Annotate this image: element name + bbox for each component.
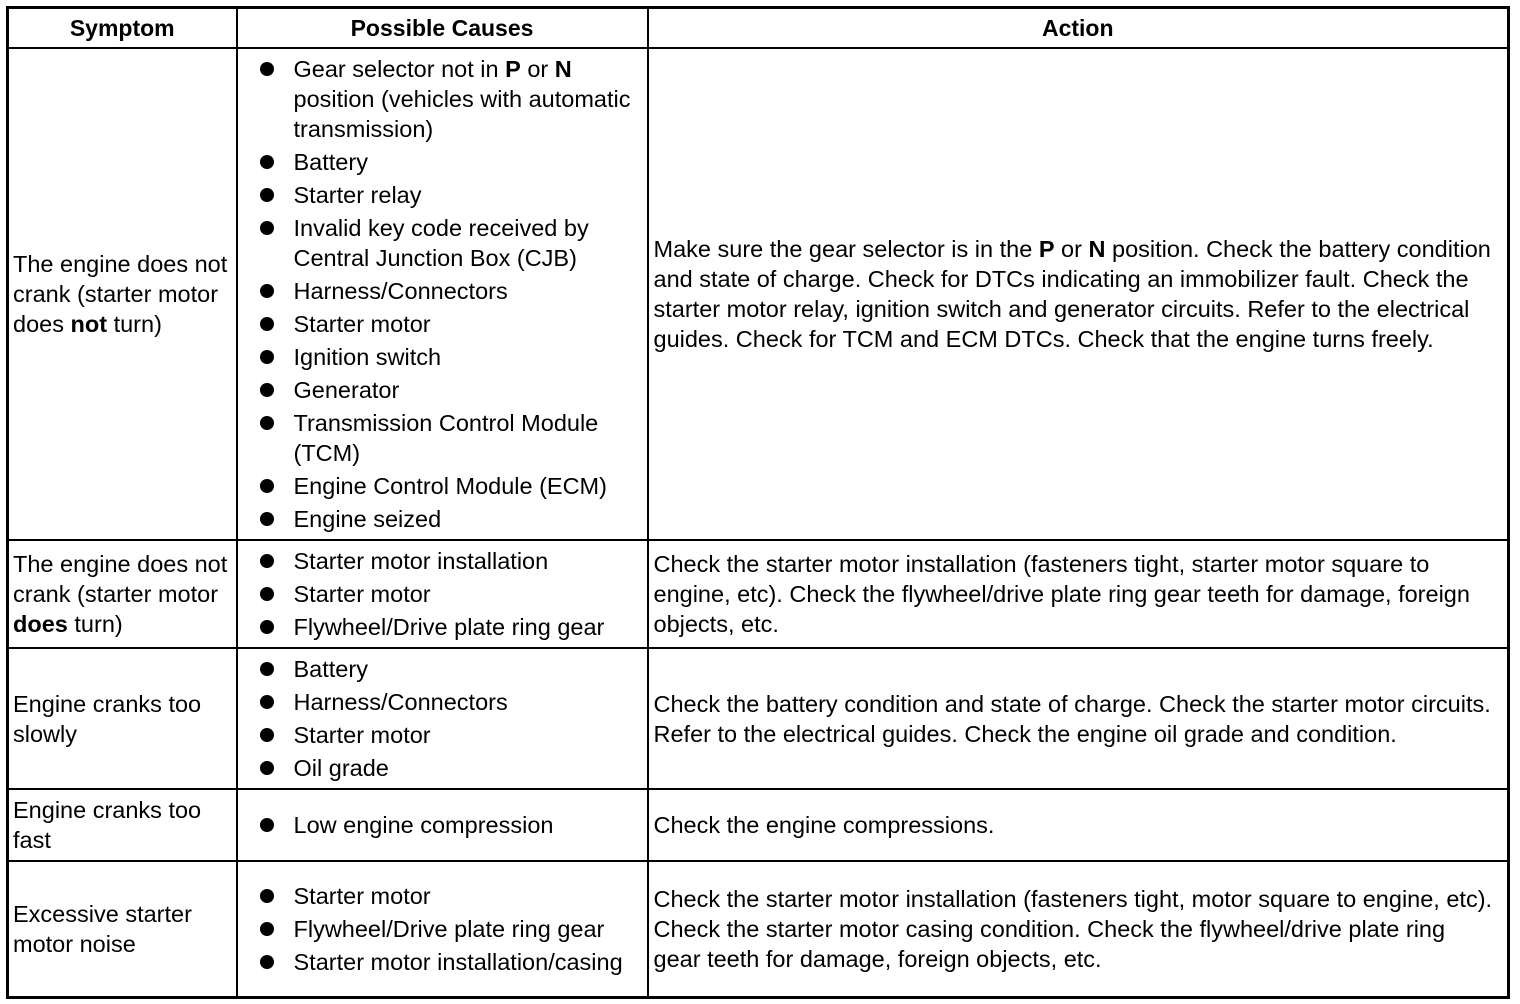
bullet-icon xyxy=(260,479,274,493)
action-cell: Check the starter motor installation (fasteners tight, motor square to engine, etc). Check the starter motor casing condition. Check the flywheel/drive plate ring gear teeth for damage, foreign objects, etc. xyxy=(648,861,1509,997)
symptom-cell: The engine does not crank (starter motor does not turn) xyxy=(8,48,237,540)
list-item: Engine Control Module (ECM) xyxy=(260,471,641,501)
bullet-icon xyxy=(260,62,274,76)
symptom-cell: Engine cranks too fast xyxy=(8,789,237,861)
bullet-icon xyxy=(260,620,274,634)
causes-list xyxy=(260,654,641,783)
bullet-icon xyxy=(260,554,274,568)
bullet-icon xyxy=(260,188,274,202)
causes-cell xyxy=(237,861,648,997)
action-cell: Check the starter motor installation (fasteners tight, starter motor square to engine, etc). Check the flywheel/drive plate ring gear teeth for damage, foreign objects, etc. xyxy=(648,540,1509,648)
list-item: Harness/Connectors xyxy=(260,276,641,306)
list-item: Invalid key code received by Central Junction Box (CJB) xyxy=(260,213,641,273)
list-item: Engine seized xyxy=(260,504,641,534)
bullet-icon xyxy=(260,317,274,331)
action-cell: Check the engine compressions. xyxy=(648,789,1509,861)
list-item: Battery xyxy=(260,147,641,177)
list-item: Transmission Control Module (TCM) xyxy=(260,408,641,468)
causes-cell xyxy=(237,540,648,648)
list-item: Low engine compression xyxy=(260,810,641,840)
list-item: Flywheel/Drive plate ring gear xyxy=(260,612,641,642)
causes-list xyxy=(260,546,641,642)
list-item: Oil grade xyxy=(260,753,641,783)
bullet-icon xyxy=(260,155,274,169)
symptom-cell: The engine does not crank (starter motor does turn) xyxy=(8,540,237,648)
causes-list xyxy=(260,810,641,840)
action-cell: Make sure the gear selector is in the P or N position. Check the battery condition and state of charge. Check for DTCs indicating an immobilizer fault. Check the starter motor relay, ignition switch and generator circuits. Refer to the electrical guides. Check for TCM and ECM DTCs. Check that the engine turns freely. xyxy=(648,48,1509,540)
diagnostic-table xyxy=(6,6,1510,999)
list-item: Ignition switch xyxy=(260,342,641,372)
table-row xyxy=(8,861,1509,997)
header-symptom: Symptom xyxy=(8,8,237,49)
causes-cell xyxy=(237,789,648,861)
causes-list xyxy=(260,54,641,534)
list-item: Starter relay xyxy=(260,180,641,210)
bullet-icon xyxy=(260,728,274,742)
bullet-icon xyxy=(260,512,274,526)
symptom-cell: Engine cranks too slowly xyxy=(8,648,237,789)
bullet-icon xyxy=(260,587,274,601)
bullet-icon xyxy=(260,955,274,969)
symptom-cell: Excessive starter motor noise xyxy=(8,861,237,997)
bullet-icon xyxy=(260,221,274,235)
action-cell: Check the battery condition and state of charge. Check the starter motor circuits. Refer to the electrical guides. Check the engine oil grade and condition. xyxy=(648,648,1509,789)
bullet-icon xyxy=(260,662,274,676)
bullet-icon xyxy=(260,922,274,936)
table-row xyxy=(8,48,1509,540)
causes-cell xyxy=(237,648,648,789)
list-item: Starter motor installation/casing xyxy=(260,947,641,977)
list-item: Starter motor xyxy=(260,579,641,609)
bullet-icon xyxy=(260,695,274,709)
table-row xyxy=(8,540,1509,648)
bullet-icon xyxy=(260,350,274,364)
list-item: Starter motor xyxy=(260,881,641,911)
header-action: Action xyxy=(648,8,1509,49)
causes-cell xyxy=(237,48,648,540)
causes-list xyxy=(260,881,641,977)
list-item: Gear selector not in P or N position (vehicles with automatic transmission) xyxy=(260,54,641,144)
table-row xyxy=(8,789,1509,861)
list-item: Starter motor xyxy=(260,720,641,750)
list-item: Harness/Connectors xyxy=(260,687,641,717)
list-item: Starter motor xyxy=(260,309,641,339)
list-item: Starter motor installation xyxy=(260,546,641,576)
header-possible-causes: Possible Causes xyxy=(237,8,648,49)
list-item: Generator xyxy=(260,375,641,405)
list-item: Battery xyxy=(260,654,641,684)
bullet-icon xyxy=(260,818,274,832)
bullet-icon xyxy=(260,761,274,775)
bullet-icon xyxy=(260,416,274,430)
bullet-icon xyxy=(260,284,274,298)
header-row xyxy=(8,8,1509,49)
table-row xyxy=(8,648,1509,789)
list-item: Flywheel/Drive plate ring gear xyxy=(260,914,641,944)
bullet-icon xyxy=(260,889,274,903)
bullet-icon xyxy=(260,383,274,397)
